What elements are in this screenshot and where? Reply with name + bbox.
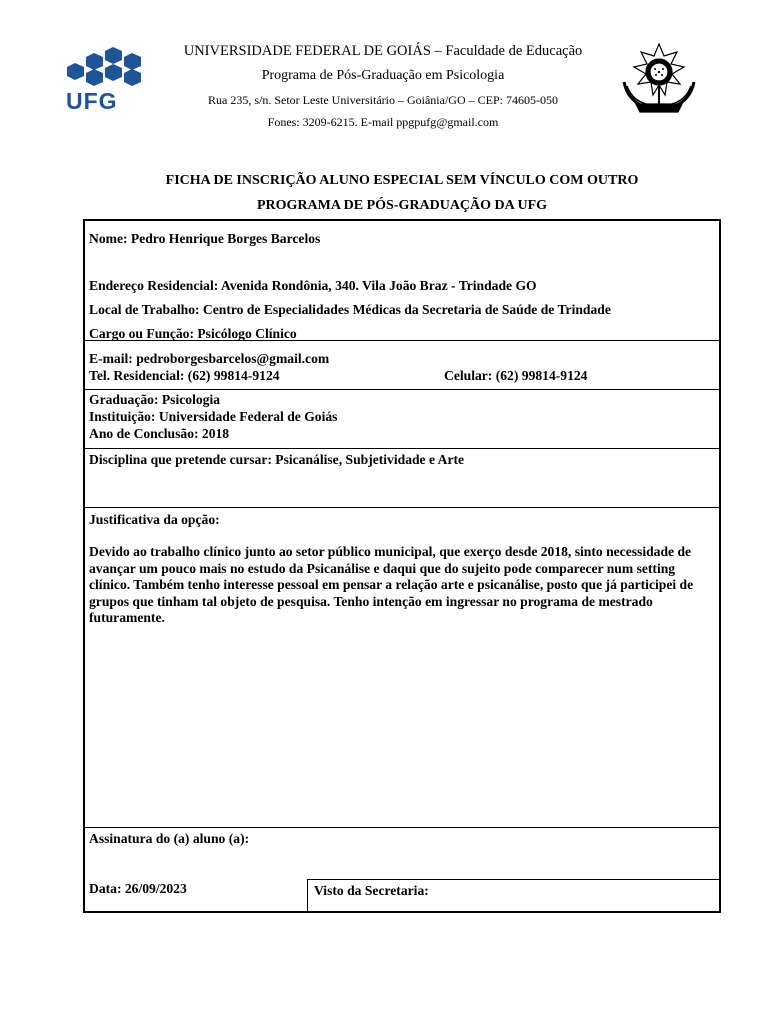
form-title-line-2: PROGRAMA DE PÓS-GRADUAÇÃO DA UFG	[256, 198, 548, 213]
column-divider	[307, 879, 308, 913]
row-divider	[85, 507, 719, 508]
assinatura-label: Assinatura do (a) aluno (a):	[89, 831, 250, 846]
form-title	[84, 168, 720, 218]
justificativa-label: Justificativa da opção:	[89, 512, 220, 527]
row-divider	[85, 448, 719, 449]
field-nome: Nome: Pedro Henrique Borges Barcelos	[89, 231, 321, 246]
program-line: Programa de Pós-Graduação em Psicologia	[261, 68, 505, 83]
visto-secretaria-label: Visto da Secretaria:	[314, 883, 429, 898]
address-line: Rua 235, s/n. Setor Leste Universitário – Goiânia/GO – CEP: 74605-050	[208, 93, 558, 107]
field-local-trabalho: Local de Trabalho: Centro de Especialidades Médicas da Secretaria de Saúde de Trindade	[89, 302, 611, 317]
field-disciplina: Disciplina que pretende cursar: Psicanálise, Subjetividade e Arte	[89, 452, 465, 467]
contact-line: Fones: 3209-6215. E-mail ppgpufg@gmail.com	[267, 115, 499, 129]
field-data: Data: 26/09/2023	[89, 881, 187, 896]
field-email: E-mail: pedroborgesbarcelos@gmail.com	[89, 351, 330, 366]
field-tel-residencial: Tel. Residencial: (62) 99814-9124	[89, 368, 280, 383]
row-divider	[85, 389, 719, 390]
ufg-logo-text: UFG	[66, 88, 118, 114]
university-line: UNIVERSIDADE FEDERAL DE GOIÁS – Faculdade de Educação	[183, 43, 583, 59]
registration-form	[83, 219, 721, 913]
field-endereco: Endereço Residencial: Avenida Rondônia, 340. Vila João Braz - Trindade GO	[89, 278, 537, 293]
row-divider	[85, 340, 719, 341]
row-divider	[85, 827, 719, 828]
row-divider	[307, 879, 721, 880]
field-celular: Celular: (62) 99814-9124	[444, 368, 588, 383]
brazil-coat-of-arms-emblem	[618, 42, 700, 116]
form-title-line-1: FICHA DE INSCRIÇÃO ALUNO ESPECIAL SEM VÍNCULO COM OUTRO	[165, 173, 639, 188]
justificativa-text: Devido ao trabalho clínico junto ao setor público municipal, que exerço desde 2018, sinto necessidade de avançar um pouco mais no estudo da Psicanálise e daqui que do sujeito pode comparecer num setting clínico. Também tenho interesse pessoal em pensar a relação arte e psicanálise, posto que já participei de grupos que tinham tal objeto de pesquisa. Tenho intenção em ingressar no programa de mestrado futuramente.	[89, 544, 694, 625]
field-graduacao: Graduação: Psicologia	[89, 392, 221, 407]
field-cargo: Cargo ou Função: Psicólogo Clínico	[89, 326, 297, 341]
field-ano-conclusao: Ano de Conclusão: 2018	[89, 426, 230, 441]
field-instituicao: Instituição: Universidade Federal de Goiás	[89, 409, 338, 424]
letterhead	[150, 42, 616, 130]
